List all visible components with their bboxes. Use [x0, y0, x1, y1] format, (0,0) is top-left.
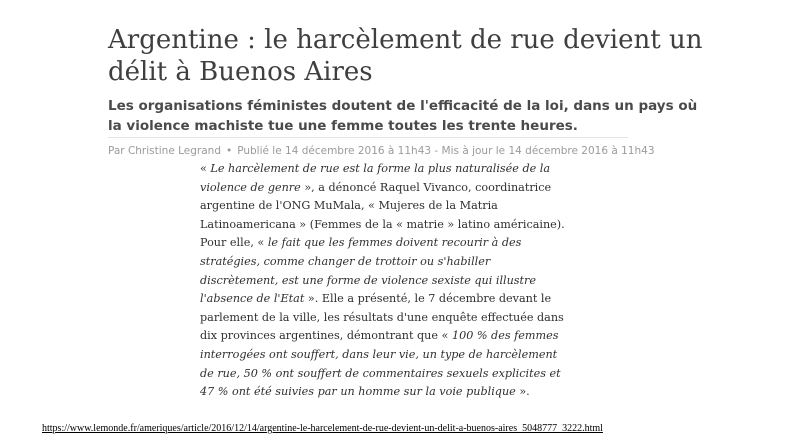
article-byline	[108, 144, 655, 158]
article-standfirst: Les organisations féministes doutent de l'efficacité de la loi, dans un pays où la violence machiste tue une femme toutes les trente heures.	[108, 98, 698, 134]
byline-updated-date: Mis à jour le 14 décembre 2016 à 11h43	[441, 145, 655, 157]
body-text-vivanco: », a dénoncé Raquel Vivanco, coordinatrice argentine de l'ONG MuMala, « Mujeres de la Matria Latinoamericana » (Femmes de la « matrie » latino américaine). Pour elle, «	[200, 180, 565, 250]
byline-separator: •	[226, 145, 233, 157]
body-quote-close: ».	[515, 385, 530, 399]
body-quote-open: «	[200, 162, 211, 175]
article-body-paragraph	[200, 160, 570, 402]
byline-author[interactable]: Par Christine Legrand	[108, 145, 221, 157]
body-text-enquete: ». Elle a présenté, le 7 décembre devant le parlement de la ville, les résultats d'une enquête effectuée dans dix provinces argentines, démontrant que «	[200, 292, 564, 343]
source-url-link[interactable]: https://www.lemonde.fr/ameriques/article/2016/12/14/argentine-le-harcelement-de-rue-devient-un-delit-a-buenos-aires_5048777_3222.html	[42, 423, 603, 434]
header-divider	[108, 137, 628, 138]
byline-published-date: Publié le 14 décembre 2016 à 11h43	[237, 145, 432, 157]
body-quote-strategies: le fait que les femmes doivent recourir à des stratégies, comme changer de trottoir ou s'habiller discrètement, est une forme de violence sexiste qui illustre l'absence de l'Etat	[200, 236, 537, 306]
article-headline: Argentine : le harcèlement de rue devient un délit à Buenos Aires	[108, 25, 703, 87]
byline-date-separator: -	[431, 145, 442, 157]
body-quote-harcelement: Le harcèlement de rue est la forme la plus naturalisée de la violence de genre	[200, 162, 551, 194]
body-quote-statistics: 100 % des femmes interrogées ont souffert, dans leur vie, un type de harcèlement de rue, 50 % ont souffert de commentaires sexuels explicites et 47 % ont été suivies par un homme sur la voie publique	[200, 329, 561, 399]
